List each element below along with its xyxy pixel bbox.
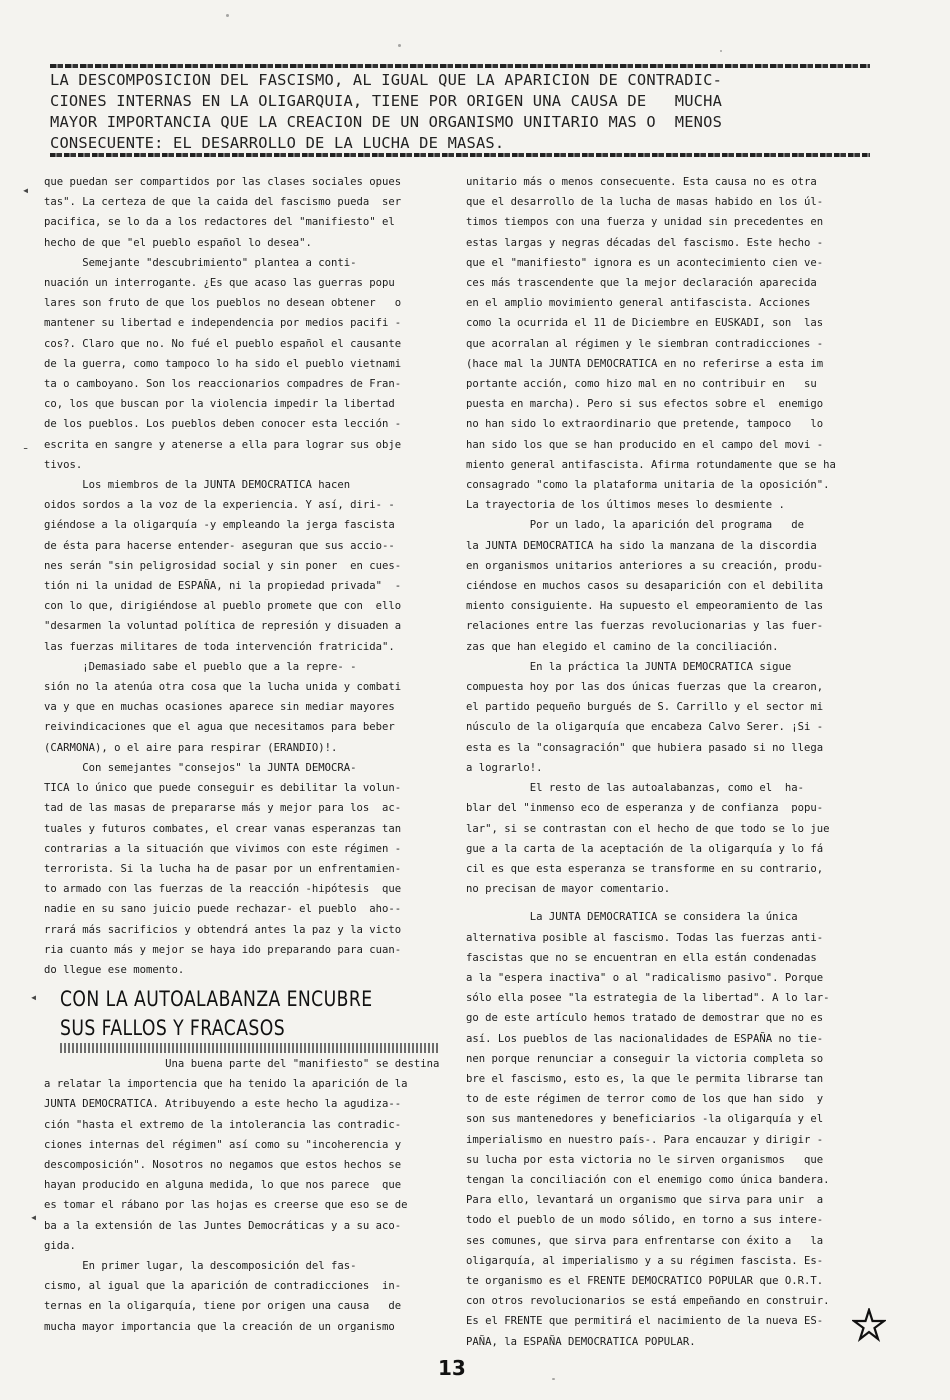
text-line: La JUNTA DEMOCRATICA se considera la única — [466, 911, 798, 924]
text-line: tivos. — [44, 458, 83, 471]
text-line: to armado con las fuerzas de la reacción -hipótesis que — [44, 883, 402, 896]
text-line: gida. — [44, 1239, 76, 1252]
text-line: consagrado "como la plataforma unitaria de la oposición". — [466, 479, 830, 492]
text-line: estas largas y negras décadas del fascismo. Este hecho - — [466, 236, 824, 249]
text-line: de la guerra, como tampoco lo ha sido el pueblo vietnami — [44, 357, 402, 370]
text-line: a lograrlo!. — [466, 761, 543, 774]
margin-tick-icon: ˍ — [22, 436, 30, 450]
text-line: de los pueblos. Los pueblos deben conocer esta lección - — [44, 418, 402, 431]
text-line: lares son fruto de que los pueblos no desean obtener o — [44, 297, 402, 310]
text-line: nes serán "sin peligrosidad social y sin poner en cues- — [44, 559, 402, 572]
text-line: cismo, al igual que la aparición de contradicciones in- — [44, 1280, 402, 1293]
text-line: hecho de que "el pueblo español lo desea". — [44, 236, 312, 249]
text-line: ternas en la oligarquía, tiene por origen una causa de — [44, 1300, 402, 1313]
text-line: su lucha por esta victoria no le sirven organismos que — [466, 1153, 824, 1166]
text-line: La trayectoria de los últimos meses lo desmiente . — [466, 499, 785, 512]
text-line — [466, 899, 884, 907]
text-line: contrarias a la situación que vivimos con este régimen - — [44, 842, 402, 855]
text-line: to de este régimen de terror como de los que han sido y — [466, 1093, 824, 1106]
text-line: ba a la extensión de las Juntes Democráticas y a su aco- — [44, 1219, 402, 1232]
text-line: de ésta para hacerse entender- aseguran que sus accio-- — [44, 539, 395, 552]
text-line: En primer lugar, la descomposición del fas- — [44, 1260, 357, 1273]
margin-arrow-icon: ◂ — [30, 990, 38, 1004]
text-line: ¡Demasiado sabe el pueblo que a la repre- - — [44, 660, 357, 673]
text-line: cos?. Claro que no. No fué el pueblo español el causante — [44, 337, 402, 350]
text-line: oidos sordos a la voz de la experiencia. Y así, diri- - — [44, 499, 395, 512]
text-line: ciéndose en muchos casos su desaparición con el debilita — [466, 580, 824, 593]
text-line: con otros revolucionarios se está empeñando en construir. — [466, 1295, 830, 1308]
text-line: que el desarrollo de la lucha de masas habido en los úl- — [466, 196, 824, 209]
text-line: que el "manifiesto" ignora es un acontecimiento cien ve- — [466, 256, 824, 269]
section-title — [60, 985, 372, 1043]
text-line: Los miembros de la JUNTA DEMOCRATICA hacen — [44, 479, 351, 492]
text-line: va y que en muchas ocasiones aparece sin mediar mayores — [44, 701, 395, 714]
text-line: giéndose a la oligarquía -y empleando la jerga fascista — [44, 519, 395, 532]
text-line: Para ello, levantará un organismo que sirva para unir a — [466, 1194, 824, 1207]
text-line: así. Los pueblos de las nacionalidades de ESPAÑA no tie- — [466, 1032, 824, 1045]
text-line: En la práctica la JUNTA DEMOCRATICA sigue — [466, 660, 792, 673]
text-line: co, los que buscan por la violencia impedir la libertad — [44, 398, 395, 411]
text-line: tuales y futuros combates, el crear vanas esperanzas tan — [44, 822, 402, 835]
text-line: te organismo es el FRENTE DEMOCRATICO POPULAR que O.R.T. — [466, 1274, 824, 1287]
text-line: con lo que, dirigiéndose al pueblo promete que con ello — [44, 600, 402, 613]
text-line: portante acción, como hizo mal en no contribuir en su — [466, 378, 817, 391]
text-line: pacifica, se lo da a los redactores del "manifiesto" el — [44, 216, 395, 229]
top-rule — [50, 64, 870, 68]
text-line: mucha mayor importancia que la creación de un organismo — [44, 1320, 395, 1333]
text-line: en el amplio movimiento general antifascista. Acciones — [466, 297, 811, 310]
text-line: nen porque renunciar a conseguir la victoria completa so — [466, 1052, 824, 1065]
text-line: han sido los que se han producido en el campo del movi - — [466, 438, 824, 451]
text-line: TICA lo único que puede conseguir es debilitar la volun- — [44, 782, 402, 795]
text-line: miento consiguiente. Ha supuesto el empeoramiento de las — [466, 600, 824, 613]
text-line: como la ocurrida el 11 de Diciembre en EUSKADI, son las — [466, 317, 824, 330]
text-line: ces más trascendente que la mejor declaración aparecida — [466, 277, 817, 290]
text-line: zas que han elegido el camino de la conciliación. — [466, 640, 779, 653]
text-line: nuación un interrogante. ¿Es que acaso las guerras popu — [44, 277, 395, 290]
text-line: a la "espera inactiva" o al "radicalismo pasivo". Porque — [466, 971, 824, 984]
text-line: descomposición". Nosotros no negamos que estos hechos se — [44, 1159, 402, 1172]
text-line: (hace mal la JUNTA DEMOCRATICA en no referirse a esta im — [466, 357, 824, 370]
text-line: "desarmen la voluntad política de represión y disuaden a — [44, 620, 402, 633]
text-line: en organismos unitarios anteriores a su creación, produ- — [466, 559, 824, 572]
text-line: JUNTA DEMOCRATICA. Atribuyendo a este hecho la agudiza-- — [44, 1098, 402, 1111]
ink-speck — [720, 50, 722, 52]
text-line: go de este artículo hemos tratado de demostrar que no es — [466, 1012, 824, 1025]
left-column-continued — [44, 1054, 440, 1337]
text-line: a relatar la importencia que ha tenido la aparición de la — [44, 1078, 408, 1091]
text-line: ses comunes, que sirva para enfrentarse con éxito a la — [466, 1234, 824, 1247]
text-line: no precisan de mayor comentario. — [466, 883, 671, 896]
text-line: Por un lado, la aparición del programa de — [466, 519, 805, 532]
star-icon — [852, 1308, 886, 1342]
text-line: tengan la conciliación con el enemigo como única bandera. — [466, 1173, 830, 1186]
text-line: oligarquía, al imperialismo y a su régimen fascista. Es- — [466, 1254, 824, 1267]
headline-line: CONSECUENTE: EL DESARROLLO DE LA LUCHA DE MASAS. — [50, 134, 505, 152]
text-line: ción "hasta el extremo de la intolerancia las contradic- — [44, 1118, 402, 1131]
text-line: las fuerzas militares de toda intervención fratricida". — [44, 640, 395, 653]
ink-speck — [398, 44, 401, 47]
text-line: esta es la "consagración" que hubiera pasado si no llega — [466, 741, 824, 754]
text-line: ciones internas del régimen" así como su "incoherencia y — [44, 1138, 402, 1151]
text-line: ta o camboyano. Son los reaccionarios compadres de Fran- — [44, 378, 402, 391]
text-line: tas". La certeza de que la caida del fascismo pueda ser — [44, 196, 402, 209]
text-line: blar del "inmenso eco de esperanza y de confianza popu- — [466, 802, 824, 815]
text-line: el partido pequeño burgués de S. Carrillo y el sector mi — [466, 701, 824, 714]
text-line: Semejante "descubrimiento" plantea a conti- — [44, 256, 357, 269]
headline-line: CIONES INTERNAS EN LA OLIGARQUIA, TIENE POR ORIGEN UNA CAUSA DE MUCHA — [50, 92, 723, 110]
text-line: escrita en sangre y atenerse a ella para lograr sus obje — [44, 438, 402, 451]
headline-line: LA DESCOMPOSICION DEL FASCISMO, AL IGUAL QUE LA APARICION DE CONTRADIC- — [50, 71, 723, 89]
page-number: 13 — [438, 1356, 466, 1380]
text-line: rrará más sacrificios y obtendrá antes la paz y la victo — [44, 923, 402, 936]
text-line: puesta en marcha). Pero si sus efectos sobre el enemigo — [466, 398, 824, 411]
ink-speck — [226, 14, 229, 17]
text-line: sión no la atenúa otra cosa que la lucha unida y combati — [44, 681, 402, 694]
text-line: ria cuanto más y mejor se haya ido preparando para cuan- — [44, 943, 402, 956]
text-line: lar", si se contrastan con el hecho de que todo se lo jue — [466, 822, 830, 835]
text-line: reivindicaciones que el agua que necesitamos para beber — [44, 721, 395, 734]
text-line: (CARMONA), o el aire para respirar (ERANDIO)!. — [44, 741, 338, 754]
text-line: es tomar el rábano por las hojas es creerse que eso se de — [44, 1199, 408, 1212]
text-line: imperialismo en nuestro país-. Para encauzar y dirigir - — [466, 1133, 824, 1146]
text-line: tad de las masas de prepararse más y mejor para los ac- — [44, 802, 402, 815]
text-line: do llegue ese momento. — [44, 963, 185, 976]
text-line: que acorralan al régimen y le siembran contradicciones - — [466, 337, 824, 350]
text-line: alternativa posible al fascismo. Todas las fuerzas anti- — [466, 931, 824, 944]
text-line: bre el fascismo, esto es, la que le permita librarse tan — [466, 1072, 824, 1085]
text-line: nadie en su sano juicio puede rechazar- el pueblo aho-- — [44, 903, 402, 916]
text-line: tión ni la unidad de ESPAÑA, ni la propiedad privada" - — [44, 580, 402, 593]
headline-rule — [50, 153, 870, 157]
text-line: relaciones entre las fuerzas revolucionarias y las fuer- — [466, 620, 824, 633]
margin-arrow-icon: ◂ — [30, 1210, 38, 1224]
text-line: son sus mantenedores y beneficiarios -la oligarquía y el — [466, 1113, 824, 1126]
text-line: mantener su libertad e independencia por medios pacifi - — [44, 317, 402, 330]
text-line: terrorista. Si la lucha ha de pasar por un enfrentamien- — [44, 862, 402, 875]
text-line: El resto de las autoalabanzas, como el ha- — [466, 782, 805, 795]
text-line: Es el FRENTE que permitirá el nacimiento de la nueva ES- — [466, 1315, 824, 1328]
text-line: todo el pueblo de un modo sólido, en torno a sus intere- — [466, 1214, 824, 1227]
headline-line: MAYOR IMPORTANCIA QUE LA CREACION DE UN ORGANISMO UNITARIO MAS O MENOS — [50, 113, 723, 131]
text-line: fascistas que no se encuentran en ella están condenadas — [466, 951, 817, 964]
text-line: miento general antifascista. Afirma rotundamente que se ha — [466, 458, 836, 471]
section-title-line: SUS FALLOS Y FRACASOS — [60, 1016, 286, 1040]
text-line: no han sido lo extraordinario que pretende, tampoco lo — [466, 418, 824, 431]
text-line: sólo ella posee "la estrategia de la libertad". A lo lar- — [466, 992, 830, 1005]
ink-speck — [552, 1378, 555, 1380]
text-line: compuesta hoy por las dos únicas fuerzas que la crearon, — [466, 681, 824, 694]
text-line: que puedan ser compartidos por las clases sociales opues — [44, 176, 402, 188]
text-line: Con semejantes "consejos" la JUNTA DEMOCRA- — [44, 761, 357, 774]
margin-arrow-icon: ◂ — [22, 183, 30, 197]
text-line: PAÑA, la ESPAÑA DEMOCRATICA POPULAR. — [466, 1335, 696, 1348]
text-line: hayan producido en alguna medida, lo que nos parece que — [44, 1179, 402, 1192]
text-line: núsculo de la oligarquía que encabeza Calvo Serer. ¡Si - — [466, 721, 824, 734]
text-line: timos tiempos con una fuerza y unidad sin precedentes en — [466, 216, 824, 229]
left-column — [44, 172, 440, 980]
text-line: Una buena parte del "manifiesto" se destina — [44, 1058, 440, 1070]
section-title-line: CON LA AUTOALABANZA ENCUBRE — [60, 987, 373, 1011]
text-line: gue a la carta de la aceptación de la oligarquía y lo fá — [466, 842, 824, 855]
text-line: unitario más o menos consecuente. Esta causa no es otra — [466, 176, 817, 188]
headline — [50, 70, 870, 154]
text-line: la JUNTA DEMOCRATICA ha sido la manzana de la discordia — [466, 539, 817, 552]
text-line: cil es que esta esperanza se transforme en su contrario, — [466, 862, 824, 875]
right-column — [466, 172, 884, 1352]
title-underline-bar — [60, 1043, 440, 1053]
